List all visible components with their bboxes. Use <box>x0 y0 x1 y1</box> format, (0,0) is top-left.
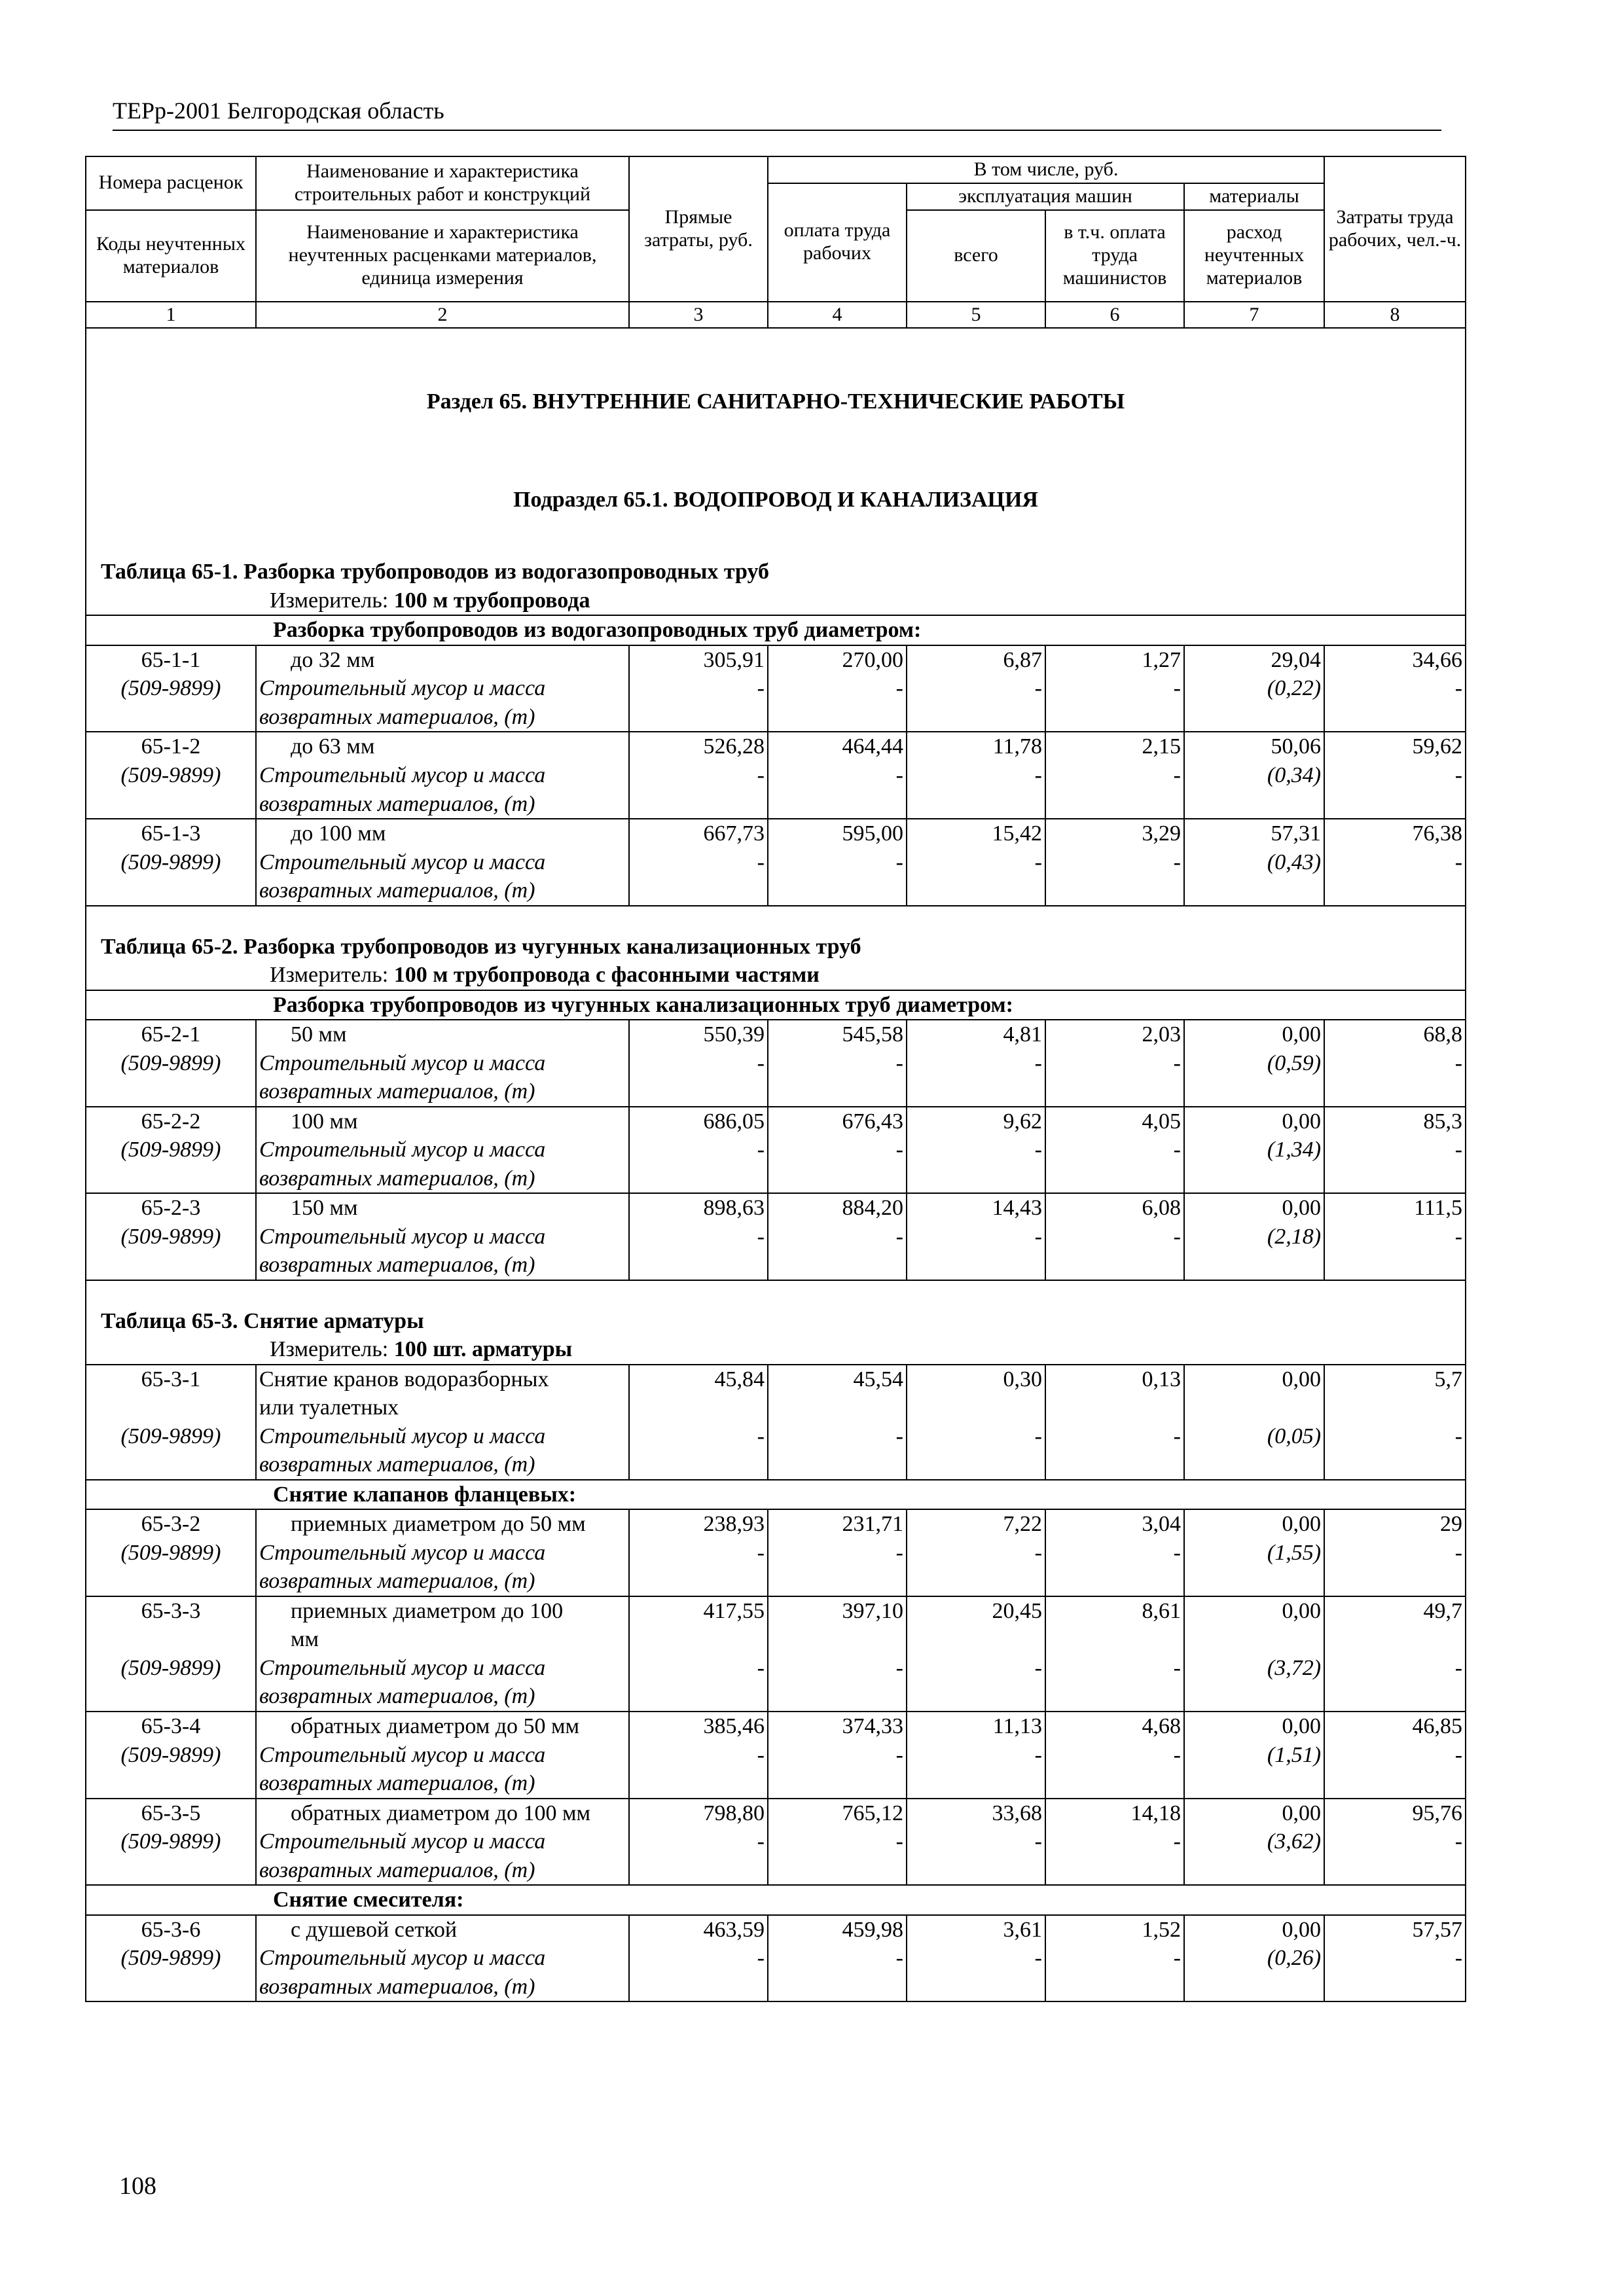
table-65-2-measure: Измеритель: 100 м трубопровода с фасонными частями <box>86 961 1466 990</box>
table-row: 65-3-3 приемных диаметром до 100 417,55 397,10 20,45 8,61 0,00 49,7 <box>86 1596 1466 1626</box>
table-row: 65-2-2 100 мм 686,05 676,43 9,62 4,05 0,00 85,3 <box>86 1107 1466 1136</box>
table-65-3-measure: Измеритель: 100 шт. арматуры <box>86 1335 1466 1365</box>
col2-bottom-header: Наименование и характеристика неучтенных расценками материалов, единица измерения <box>256 210 629 302</box>
table-row: 65-1-3 до 100 мм 667,73 595,00 15,42 3,29 57,31 76,38 <box>86 819 1466 848</box>
table-row: 65-2-1 50 мм 550,39 545,58 4,81 2,03 0,00 68,8 <box>86 1020 1466 1049</box>
col-num-6: 6 <box>1045 302 1184 329</box>
table-65-2-rows: 65-2-1 50 мм 550,39 545,58 4,81 2,03 0,00 68,8 (509-9899) Строительный мусор и масса - - - - (0,59) - возвратных материалов, (т) 65-2-2 100 мм 686,05 676,43 9,62 4,05 0,00 85,3 (509-9899) Строительный мусор и масса - - - - (1,34) - возвратных материалов, (т) 65-2-3 150 мм 898,63 884,20 14,43 6,08 0,00 111,5 (509-9899) Строительный мусор и масса - - - - (2,18) - возвратных материалов, (т) <box>86 1020 1466 1280</box>
table-65-2-head <box>86 906 1466 1020</box>
table-65-1-rows: 65-1-1 до 32 мм 305,91 270,00 6,87 1,27 29,04 34,66 (509-9899) Строительный мусор и масса - - - - (0,22) - возвратных материалов, (т) 65-1-2 до 63 мм 526,28 464,44 11,78 2,15 50,06 59,62 (509-9899) Строительный мусор и масса - - - - (0,34) - возвратных материалов, (т) 65-1-3 до 100 мм 667,73 595,00 15,42 3,29 57,31 76,38 (509-9899) Строительный мусор и масса - - - - (0,43) - возвратных материалов, (т) <box>86 645 1466 906</box>
incl-header: В том числе, руб. <box>768 156 1324 183</box>
col8-header: Затраты труда рабочих, чел.-ч. <box>1324 156 1466 302</box>
col-num-1: 1 <box>86 302 256 329</box>
table-row: 65-3-4 обратных диаметром до 50 мм 385,46 374,33 11,13 4,68 0,00 46,85 <box>86 1712 1466 1741</box>
table-body <box>86 328 1466 645</box>
col-num-5: 5 <box>907 302 1045 329</box>
table-row: 65-3-1 Снятие кранов водоразборных 45,84 45,54 0,30 0,13 0,00 5,7 <box>86 1365 1466 1394</box>
table-65-2-group: Разборка трубопроводов из чугунных канализационных труб диаметром: <box>86 990 1466 1020</box>
col1-top-header: Номера расценок <box>86 156 256 210</box>
table-row: 65-2-3 150 мм 898,63 884,20 14,43 6,08 0,00 111,5 <box>86 1193 1466 1223</box>
col4-header: оплата труда рабочих <box>768 183 907 302</box>
table-row: 65-3-5 обратных диаметром до 100 мм 798,80 765,12 33,68 14,18 0,00 95,76 <box>86 1799 1466 1828</box>
machines-header: эксплуатация машин <box>907 183 1184 210</box>
table-row: 65-3-2 приемных диаметром до 50 мм 238,93 231,71 7,22 3,04 0,00 29 <box>86 1509 1466 1539</box>
page-number: 108 <box>119 2172 156 2200</box>
table-65-3-group-mixer: Снятие смесителя: <box>86 1885 1466 1915</box>
col7-header: расход неучтенных материалов <box>1184 210 1324 302</box>
table-65-3-mixer-rows: 65-3-6 с душевой сеткой 463,59 459,98 3,61 1,52 0,00 57,57 (509-9899) Строительный мусор и масса - - - - (0,26) - возвратных материалов, (т) <box>86 1915 1466 2002</box>
table-row: 65-3-6 с душевой сеткой 463,59 459,98 3,61 1,52 0,00 57,57 <box>86 1915 1466 1945</box>
document-body <box>85 156 1465 2002</box>
col2-top-header: Наименование и характеристика строительных работ и конструкций <box>256 156 629 210</box>
table-65-3-title: Таблица 65-3. Снятие арматуры <box>86 1307 1466 1336</box>
running-header: ТЕРр-2001 Белгородская область <box>113 97 1441 131</box>
table-65-3-valve-rows: 65-3-2 приемных диаметром до 50 мм 238,93 231,71 7,22 3,04 0,00 29 (509-9899) Строительный мусор и масса - - - - (1,55) - возвратных материалов, (т) 65-3-3 приемных диаметром до 100 417,55 397,10 20,45 8,61 0,00 49,7 мм (509-9899) Строительный мусор и масса - - - - (3,72) - возвратных материалов, (т) 65-3-4 обратных диаметром до 50 мм 385,46 374,33 11,13 4,68 0,00 46,85 (509-9899) Строительный мусор и масса - - - - (1,51) - возвратных материалов, (т) 65-3-5 обратных диаметром до 100 мм 798,80 765,12 33,68 14,18 0,00 95,76 (509-9899) Строительный мусор и масса - - - - (3,62) - возвратных материалов, (т) <box>86 1509 1466 1885</box>
rates-table <box>85 156 1466 2002</box>
table-header <box>86 156 1466 328</box>
col1-bottom-header: Коды неучтенных материалов <box>86 210 256 302</box>
table-row: 65-1-2 до 63 мм 526,28 464,44 11,78 2,15 50,06 59,62 <box>86 732 1466 761</box>
col6-header: в т.ч. оплата труда машинистов <box>1045 210 1184 302</box>
table-65-3-head <box>86 1280 1466 1365</box>
table-65-3-rows: 65-3-1 Снятие кранов водоразборных 45,84 45,54 0,30 0,13 0,00 5,7 или туалетных (509-9899) Строительный мусор и масса - - - - (0,05) - возвратных материалов, (т) Снятие клапанов фланцевых: <box>86 1365 1466 1510</box>
section-title: Раздел 65. ВНУТРЕННИЕ САНИТАРНО-ТЕХНИЧЕСКИЕ РАБОТЫ <box>86 387 1466 440</box>
col-num-7: 7 <box>1184 302 1324 329</box>
materials-header: материалы <box>1184 183 1324 210</box>
col-num-8: 8 <box>1324 302 1466 329</box>
col-num-2: 2 <box>256 302 629 329</box>
subsection-title: Подраздел 65.1. ВОДОПРОВОД И КАНАЛИЗАЦИЯ <box>86 486 1466 538</box>
table-65-1-measure: Измеритель: 100 м трубопровода <box>86 586 1466 616</box>
col-num-3: 3 <box>629 302 768 329</box>
col3-header: Прямые затраты, руб. <box>629 156 768 302</box>
table-65-3-group-valves: Снятие клапанов фланцевых: <box>86 1480 1466 1510</box>
table-65-2-title: Таблица 65-2. Разборка трубопроводов из чугунных канализационных труб <box>86 933 1466 961</box>
col5-header: всего <box>907 210 1045 302</box>
table-65-1-title: Таблица 65-1. Разборка трубопроводов из водогазопроводных труб <box>86 558 1466 586</box>
table-row: 65-1-1 до 32 мм 305,91 270,00 6,87 1,27 29,04 34,66 <box>86 645 1466 675</box>
table-65-1-group: Разборка трубопроводов из водогазопроводных труб диаметром: <box>86 615 1466 645</box>
col-num-4: 4 <box>768 302 907 329</box>
